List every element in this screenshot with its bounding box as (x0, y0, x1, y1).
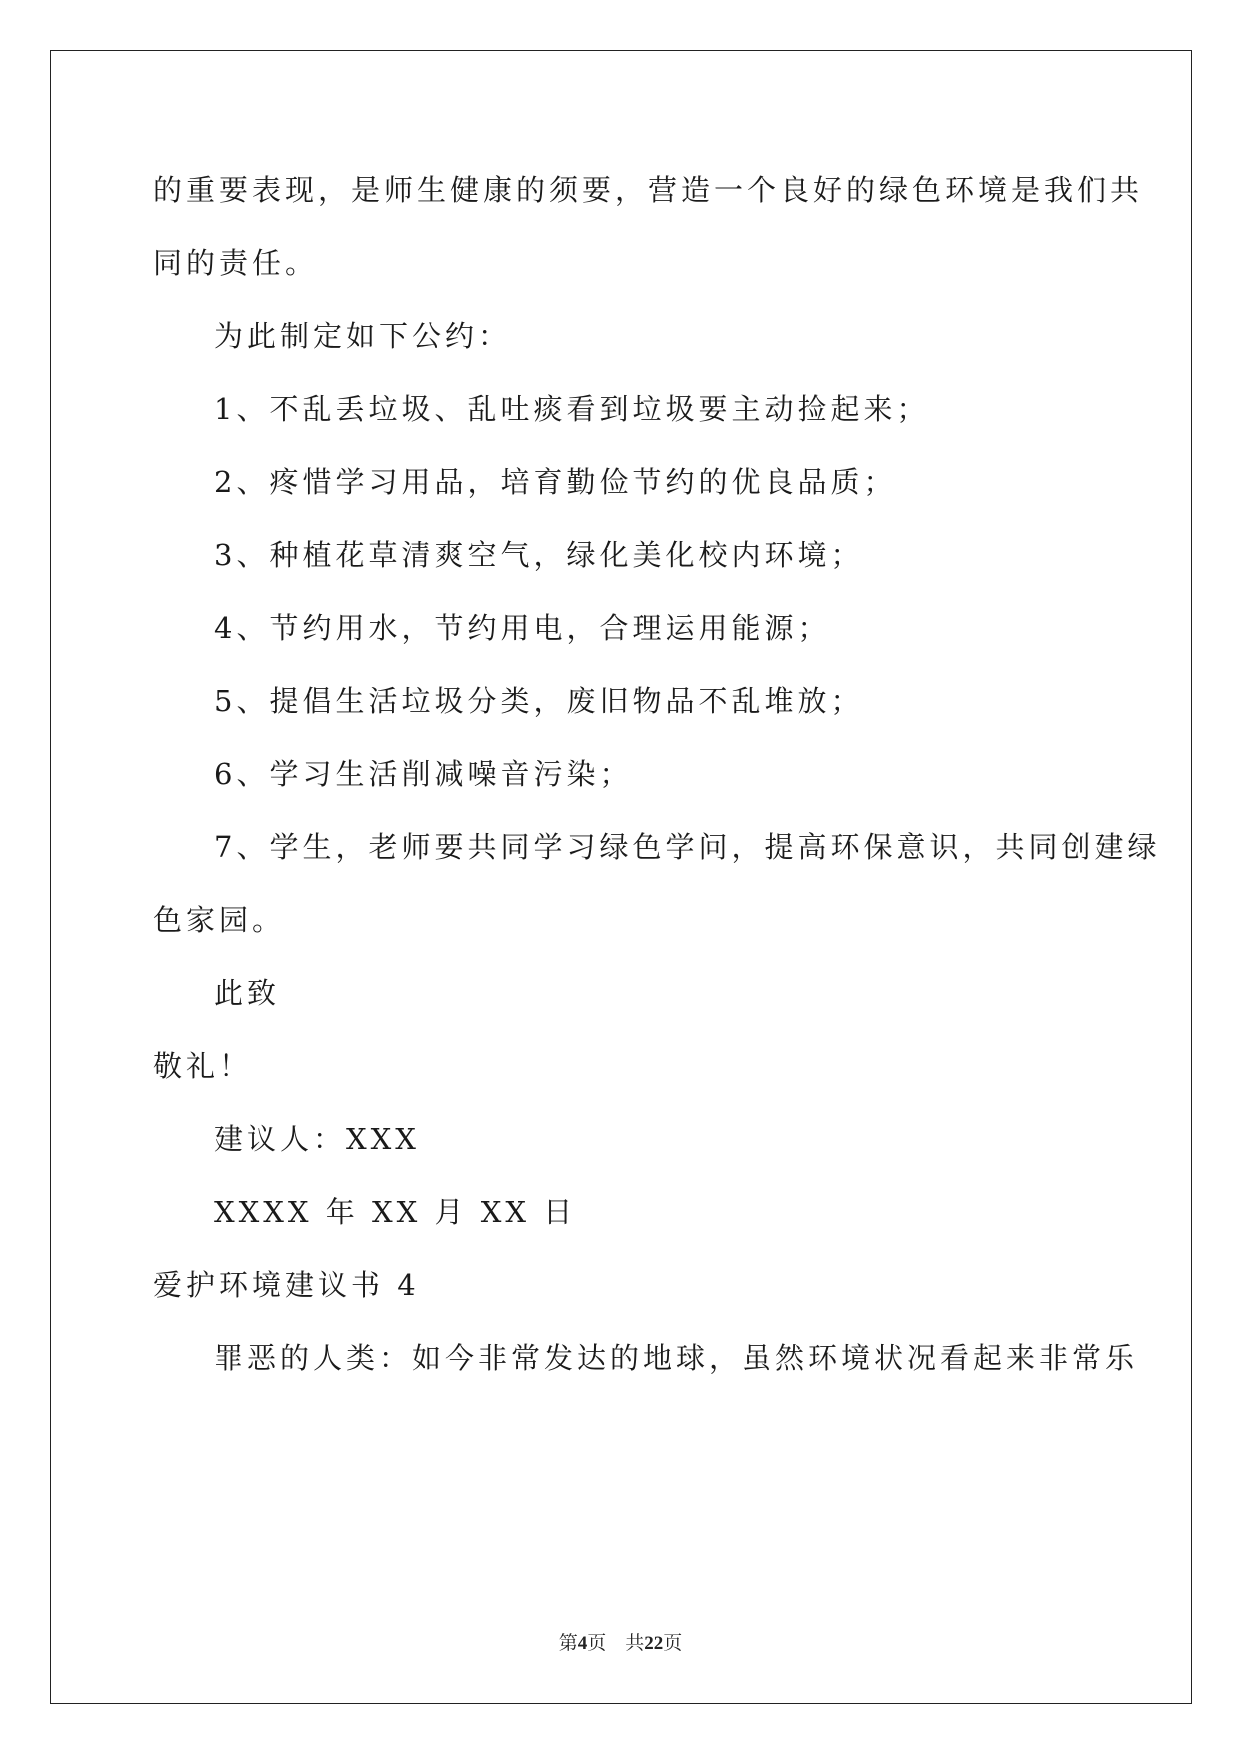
footer-page-number: 4 (577, 1633, 588, 1654)
paragraph-line: 罪恶的人类：如今非常发达的地球，虽然环境状况看起来非常乐 (214, 1341, 1139, 1375)
list-item: 7、学生，老师要共同学习绿色学问，提高环保意识，共同创建绿 (214, 830, 1161, 864)
paragraph-line: 的重要表现，是师生健康的须要，营造一个良好的绿色环境是我们共 (153, 173, 1144, 207)
date-line: XXXX 年 XX 月 XX 日 (214, 1195, 577, 1229)
footer-suffix: 页 (663, 1633, 683, 1654)
footer-total-pages: 22 (644, 1633, 664, 1654)
page-border (50, 50, 1192, 1704)
closing-regards: 敬礼！ (153, 1049, 253, 1083)
list-item: 2、疼惜学习用品，培育勤俭节约的优良品质； (214, 465, 897, 499)
footer-prefix: 第 (558, 1633, 578, 1654)
paragraph-line: 同的责任。 (153, 246, 319, 280)
paragraph-intro: 为此制定如下公约： (214, 319, 512, 353)
list-item: 6、学习生活削减噪音污染； (214, 757, 633, 791)
paragraph-line: 色家园。 (153, 903, 286, 937)
section-heading: 爱护环境建议书 4 (153, 1268, 420, 1302)
footer-middle: 页 共 (587, 1633, 645, 1654)
list-item: 4、节约用水，节约用电，合理运用能源； (214, 611, 831, 645)
closing-salutation: 此致 (214, 976, 281, 1010)
list-item: 3、种植花草清爽空气，绿化美化校内环境； (214, 538, 864, 572)
signature-line: 建议人：XXX (214, 1122, 420, 1156)
page-footer (0, 1628, 1241, 1655)
list-item: 5、提倡生活垃圾分类，废旧物品不乱堆放； (214, 684, 864, 718)
list-item: 1、不乱丢垃圾、乱吐痰看到垃圾要主动捡起来； (214, 392, 930, 426)
